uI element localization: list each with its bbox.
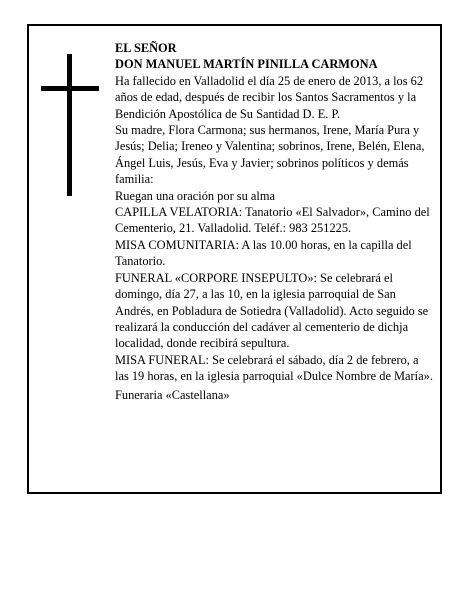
funeral-mass-info: MISA FUNERAL: Se celebrará el sábado, día 2 de febrero, a las 19 horas, en la iglesia parroquial «Dulce Nombre de María». (115, 352, 433, 384)
cross-vertical-bar (67, 54, 72, 196)
deceased-name: DON MANUEL MARTÍN PINILLA CARMONA (115, 57, 378, 72)
death-announcement: Ha fallecido en Valladolid el día 25 de enero de 2013, a los 62 años de edad, después de recibir los Santos Sacramentos y la Bendición Apostólica de Su Santidad D. E. P. (115, 73, 424, 121)
cross-horizontal-bar (41, 86, 99, 91)
notice-title: EL SEÑOR (115, 41, 177, 55)
funeral-info: FUNERAL «CORPORE INSEPULTO»: Se celebrará el domingo, día 27, a las 10, en la iglesia parroquial de San Andrés, en Pobladura de Sotiedra (Valladolid). Acto seguido se realizará la conducción del cadáver al cementerio de dichja localidad, donde recibirá sepultura. (115, 270, 429, 351)
family-list: Su madre, Flora Carmona; sus hermanos, Irene, María Pura y Jesús; Delia; Ireneo y Valentina; sobrinos, Irene, Belén, Elena, Ángel Luis, Jesús, Eva y Javier; sobrinos políticos y demás familia: (115, 123, 425, 187)
wake-chapel-info: CAPILLA VELATORIA: Tanatorio «El Salvador», Camino del Cementerio, 21. Valladolid. Teléf.: 983 251225. (115, 205, 430, 236)
community-mass-info: MISA COMUNITARIA: A las 10.00 horas, en la capilla del Tanatorio. (115, 237, 412, 269)
cross-icon (41, 54, 99, 196)
notice-text (115, 40, 435, 403)
obituary-notice (27, 24, 442, 494)
prayer-request: Ruegan una oración por su alma (115, 188, 275, 203)
funeral-home: Funeraria «Castellana» (115, 387, 230, 402)
